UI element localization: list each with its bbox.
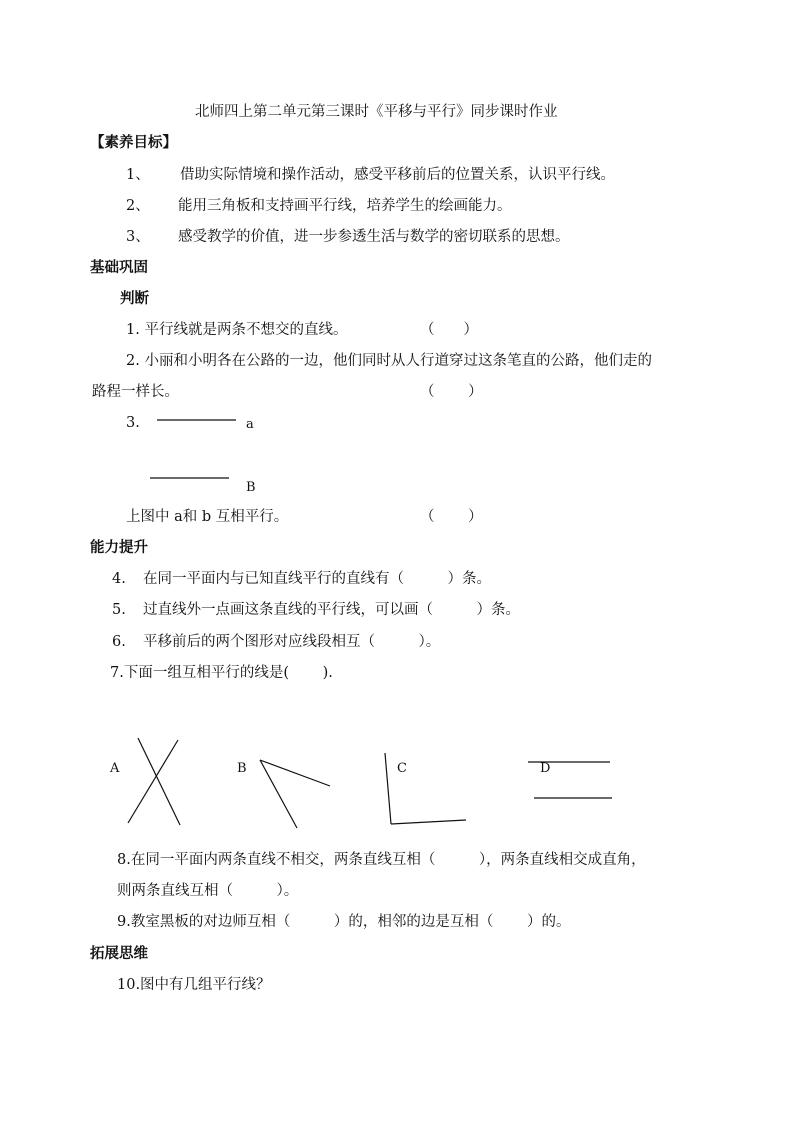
question-3-text: 上图中 a和 b 互相平行。: [126, 509, 289, 525]
option-label-a[interactable]: A: [110, 761, 120, 776]
section-heading-basic: 基础巩固: [90, 260, 148, 276]
question-5-text[interactable]: 过直线外一点画这条直线的平行线，可以画（ ）条。: [143, 602, 520, 618]
question-6-text[interactable]: 平移前后的两个图形对应线段相互（ ）。: [143, 634, 441, 650]
goal-text: 借助实际情境和操作活动，感受平移前后的位置关系，认识平行线。: [180, 167, 615, 183]
section-heading-extend: 拓展思维: [90, 946, 148, 962]
option-a-line-1: [138, 738, 180, 825]
goal-number: 1、: [126, 167, 150, 183]
question-10-text: 10.图中有几组平行线？: [117, 977, 271, 993]
goals-heading: 【素养目标】: [90, 135, 177, 151]
question-4-text[interactable]: 在同一平面内与已知直线平行的直线有（ ）条。: [143, 571, 491, 587]
question-8-text-cont[interactable]: 则两条直线互相（ ）。: [117, 883, 299, 899]
option-b-line-1: [260, 760, 330, 786]
option-label-d[interactable]: D: [540, 761, 551, 776]
section-heading-ability: 能力提升: [90, 540, 148, 556]
subheading-judge: 判断: [120, 291, 149, 307]
question-2-text: 2. 小丽和小明各在公路的一边，他们同时从人行道穿过这条笔直的公路，他们走的: [126, 353, 652, 369]
question-4-number: 4.: [112, 571, 126, 587]
question-8-text[interactable]: 8.在同一平面内两条直线不相交，两条直线互相（ ），两条直线相交成直角，: [117, 852, 646, 868]
goal-number: 3、: [126, 229, 150, 245]
line-label-b: B: [246, 480, 256, 495]
question-3-number: 3.: [126, 415, 140, 431]
page-title: 北师四上第二单元第三课时《平移与平行》同步课时作业: [195, 104, 558, 120]
option-a-line-2: [128, 740, 178, 823]
option-b-line-2: [260, 760, 297, 828]
goal-text: 能用三角板和支持画平行线，培养学生的绘画能力。: [178, 198, 512, 214]
option-c-line-1: [385, 753, 391, 824]
question-2-text-cont: 路程一样长。: [92, 384, 179, 400]
question-1-text: 1. 平行线就是两条不想交的直线。: [126, 322, 348, 338]
question-9-text[interactable]: 9.教室黑板的对边师互相（ ）的，相邻的边是互相（ ）的。: [117, 914, 571, 930]
question-2-answer-blank[interactable]: （ ）: [420, 384, 483, 400]
option-label-b[interactable]: B: [237, 761, 247, 776]
question-3-answer-blank[interactable]: （ ）: [420, 509, 483, 525]
question-6-number: 6.: [112, 634, 126, 650]
option-c-line-2: [391, 820, 466, 824]
line-label-a: a: [246, 417, 254, 432]
option-label-c[interactable]: C: [397, 761, 407, 776]
goal-text: 感受教学的价值，进一步参透生活与数学的密切联系的思想。: [178, 229, 570, 245]
goal-number: 2、: [126, 198, 150, 214]
question-1-answer-blank[interactable]: （ ）: [420, 322, 478, 338]
question-5-number: 5.: [112, 602, 126, 618]
question-7-text[interactable]: 7.下面一组互相平行的线是( ).: [110, 665, 333, 681]
